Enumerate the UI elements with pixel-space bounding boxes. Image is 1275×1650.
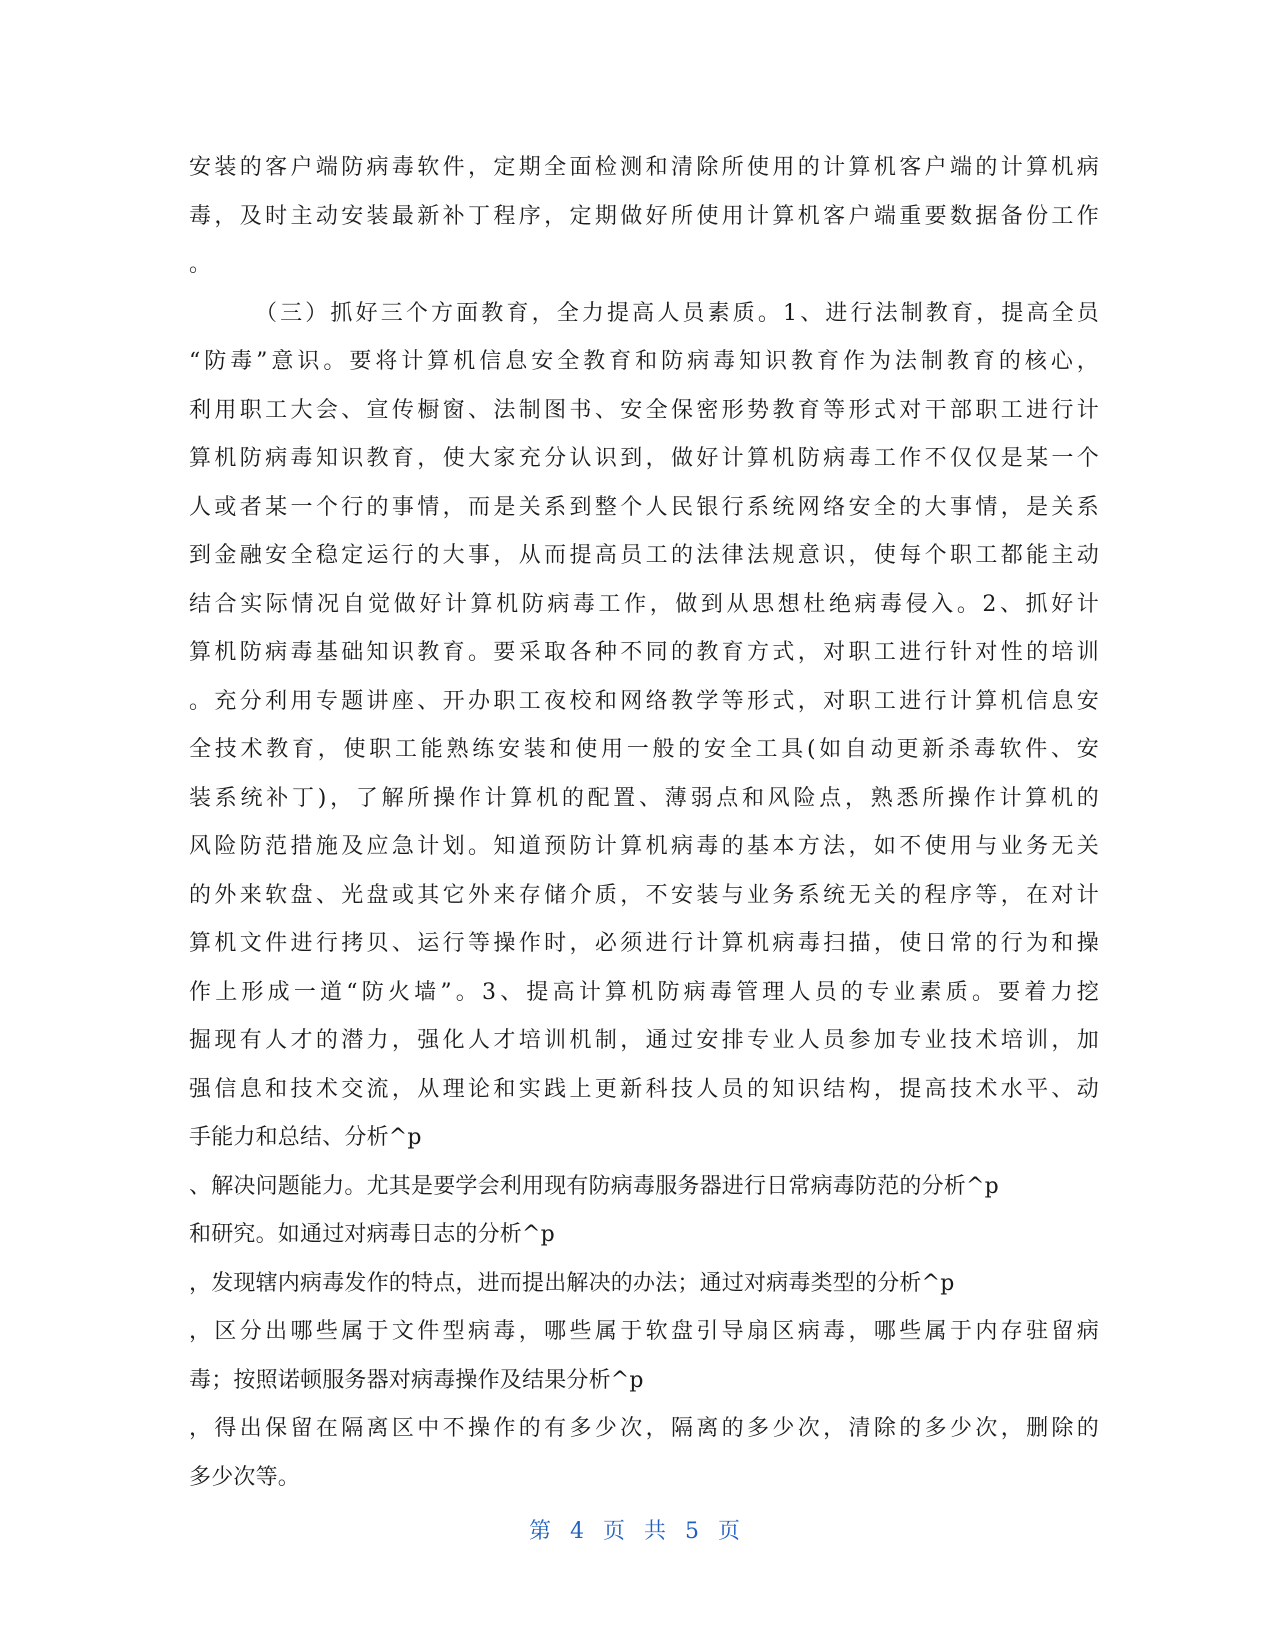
text-line: 手能力和总结、分析^p [189,1125,422,1150]
text-line: 算机防病毒基础知识教育。要采取各种不同的教育方式，对职工进行针对性的培训 [189,640,1099,665]
text-line: ，发现辖内病毒发作的特点，进而提出解决的办法；通过对病毒类型的分析^p [189,1270,955,1296]
text-line: （三）抓好三个方面教育，全力提高人员素质。1、进行法制教育，提高全员 [255,300,1099,326]
text-line: 安装的客户端防病毒软件，定期全面检测和清除所使用的计算机客户端的计算机病 [189,155,1099,180]
body-text [189,144,1099,1502]
text-line: 人或者某一个行的事情，而是关系到整个人民银行系统网络安全的大事情，是关系 [189,494,1099,520]
text-line: 、解决问题能力。尤其是要学会利用现有防病毒服务器进行日常病毒防范的分析^p [189,1173,999,1199]
text-line: ，区分出哪些属于文件型病毒，哪些属于软盘引导扇区病毒，哪些属于内存驻留病 [189,1319,1099,1344]
text-line: 。充分利用专题讲座、开办职工夜校和网络教学等形式，对职工进行计算机信息安 [189,688,1099,714]
text-line: “防毒”意识。要将计算机信息安全教育和防病毒知识教育作为法制教育的核心， [189,349,1099,374]
text-line: 强信息和技术交流，从理论和实践上更新科技人员的知识结构，提高技术水平、动 [189,1076,1099,1102]
text-line: 装系统补丁)，了解所操作计算机的配置、薄弱点和风险点，熟悉所操作计算机的 [189,785,1099,811]
text-line: 结合实际情况自觉做好计算机防病毒工作，做到从思想杜绝病毒侵入。2、抓好计 [189,591,1099,617]
text-line: 全技术教育，使职工能熟练安装和使用一般的安全工具(如自动更新杀毒软件、安 [189,737,1099,762]
text-line: 作上形成一道“防火墙”。3、提高计算机防病毒管理人员的专业素质。要着力挖 [189,979,1099,1005]
text-line: 算机文件进行拷贝、运行等操作时，必须进行计算机病毒扫描，使日常的行为和操 [189,931,1099,956]
text-line: 的外来软盘、光盘或其它外来存储介质，不安装与业务系统无关的程序等，在对计 [189,882,1099,908]
text-line: 和研究。如通过对病毒日志的分析^p [189,1222,555,1247]
text-line: 到金融安全稳定运行的大事，从而提高员工的法律法规意识，使每个职工都能主动 [189,543,1099,568]
text-line: 多少次等。 [189,1464,301,1490]
text-line: 毒；按照诺顿服务器对病毒操作及结果分析^p [189,1367,644,1393]
text-line: ，得出保留在隔离区中不操作的有多少次，隔离的多少次，清除的多少次，删除的 [189,1416,1099,1441]
text-line: 掘现有人才的潜力，强化人才培训机制，通过安排专业人员参加专业技术培训，加 [189,1028,1099,1053]
page-number-footer: 第 4 页 共 5 页 [529,1519,746,1544]
text-line: 。 [189,252,212,277]
text-line: 毒，及时主动安装最新补丁程序，定期做好所使用计算机客户端重要数据备份工作 [189,203,1099,229]
text-line: 利用职工大会、宣传橱窗、法制图书、安全保密形势教育等形式对干部职工进行计 [189,397,1099,423]
text-line: 风险防范措施及应急计划。知道预防计算机病毒的基本方法，如不使用与业务无关 [189,834,1099,859]
text-line: 算机防病毒知识教育，使大家充分认识到，做好计算机防病毒工作不仅仅是某一个 [189,446,1099,471]
